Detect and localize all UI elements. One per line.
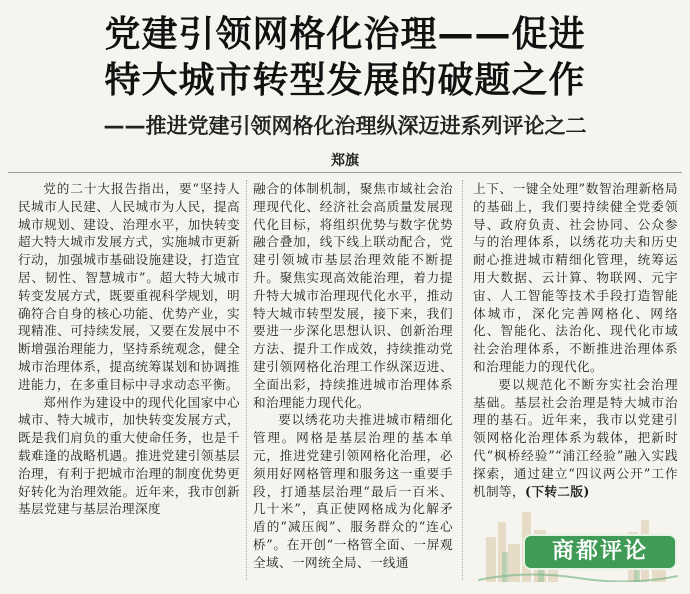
header-divider [8, 172, 682, 173]
author-byline: 郑旗 [331, 153, 359, 169]
headline [0, 12, 690, 104]
paragraph: 党的二十大报告指出，要“坚持人民城市人民建、人民城市为人民，提高城市规划、建设、治理水平，加快转变超大特大城市发展方式，实施城市更新行动，加强城市基础设施建设，打造宜居、韧性、智慧城市”。超大特大城市转变发展方式，既要重视科学规划，明确符合自身的核心功能、优势产业，实现精准、可持续发展，又要在发展中不断增强治理能力，坚持系统观念，健全城市治理体系，提高统筹谋划和协调推进能力，在多重目标中寻求动态平衡。 [18, 181, 240, 392]
column-divider [462, 180, 463, 580]
column-brand-logo: 商都评论 [525, 536, 675, 568]
article-column-1 [18, 180, 240, 590]
paragraph: 上下、一键全处理”数智治理新格局的基础上，我们要持续健全党委领导、政府负责、社会协同、公众参与的治理体系，以绣花功夫和历史耐心推进城市精细化管理，统筹运用大数据、云计算、物联网、元宇宙、人工智能等技术手段打造智能体城市，深化完善网格化、网络化、智能化、法治化、现代化市域社会治理体系，不断推进治理体系和治理能力的现代化。 [473, 181, 678, 374]
article-column-2 [253, 180, 453, 590]
paragraph: 郑州作为建设中的现代化国家中心城市、特大城市，加快转变发展方式，既是我们肩负的重大使命任务，也是千载难逢的战略机遇。推进党建引领基层治理，有利于把城市治理的制度优势更好转化为治理效能。近年来，我市创新基层党建与基层治理深度 [18, 394, 240, 517]
headline-line-1: 党建引领网格化治理——促进 [104, 14, 586, 55]
subtitle: ——推进党建引领网格化治理纵深迈进系列评论之二 [103, 114, 587, 138]
column-divider [246, 180, 247, 580]
paragraph: 融合的体制机制，聚焦市域社会治理现代化、经济社会高质量发展现代化目标，将组织优势与数字优势融合叠加，线下线上联动配合，党建引领城市基层治理效能不断提升。聚焦实现高效能治理，着力提升特大城市治理现代化水平，推动特大城市转型发展，接下来，我们要进一步深化思想认识、创新治理方法、提升工作成效，持续推动党建引领网格化治理工作纵深迈进、全面出彩，持续推进城市治理体系和治理能力现代化。 [253, 181, 453, 410]
continued-note[interactable]: (下转二版) [524, 483, 590, 499]
article-column-3 [473, 180, 678, 499]
paragraph-text: 要以规范化不断夯实社会治理基础。基层社会治理是特大城市治理的基石。近年来，我市以党建引领网格化治理体系为载体，把新时代“枫桥经验”“浦江经验”融入实践探索，通过建立“四议两公开”工作机制等， [473, 376, 678, 499]
paragraph: 要以绣花功夫推进城市精细化管理。网格是基层治理的基本单元，推进党建引领网格化治理，必须用好网格管理和服务这一重要手段，打通基层治理“最后一百米、几十米”，真正使网格成为化解矛盾的“减压阀”、服务群众的“连心桥”。在开创“一格管全面、一屏观全域、一网统全局、一线通 [253, 412, 453, 570]
headline-line-2: 特大城市转型发展的破题之作 [104, 60, 586, 101]
